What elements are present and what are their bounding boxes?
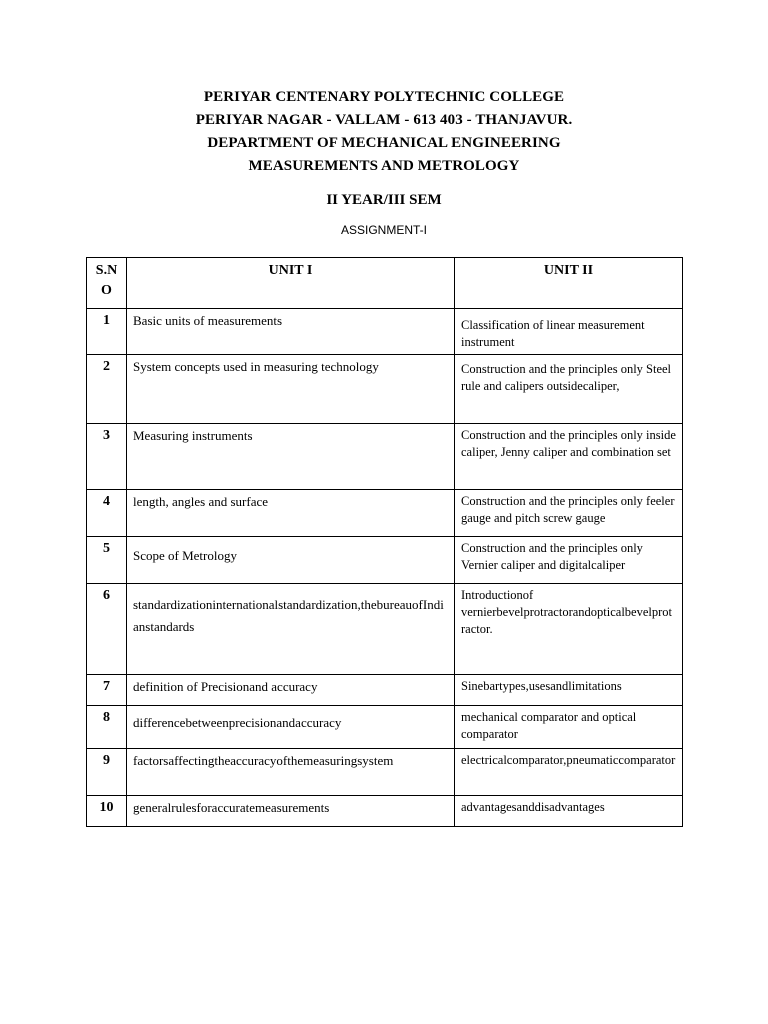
row-sno: 10 [87, 796, 127, 827]
row-sno: 2 [87, 355, 127, 424]
row-unit-2: Introductionof vernierbevelprotractorandopticalbevelprotractor. [455, 584, 683, 675]
table-row [87, 309, 683, 355]
table-row [87, 796, 683, 827]
row-sno: 7 [87, 675, 127, 706]
table-row [87, 706, 683, 749]
row-sno: 3 [87, 424, 127, 490]
row-unit-2: mechanical comparator and optical comparator [455, 706, 683, 749]
header-sno: S.N O [87, 258, 127, 309]
row-unit-1: Measuring instruments [127, 424, 455, 490]
table-row [87, 584, 683, 675]
row-unit-1: generalrulesforaccuratemeasurements [127, 796, 455, 827]
college-address: PERIYAR NAGAR - VALLAM - 613 403 - THANJAVUR. [195, 112, 573, 128]
row-sno: 1 [87, 309, 127, 355]
table-row [87, 490, 683, 537]
table-header-row [87, 258, 683, 309]
row-sno: 9 [87, 749, 127, 796]
subject-title: MEASUREMENTS AND METROLOGY [248, 158, 520, 174]
row-unit-1: standardizationinternationalstandardization,thebureauofIndianstandards [127, 584, 455, 675]
table-row [87, 537, 683, 584]
table-row [87, 749, 683, 796]
row-unit-2: Construction and the principles only inside caliper, Jenny caliper and combination set [455, 424, 683, 490]
row-sno: 5 [87, 537, 127, 584]
row-unit-1: Scope of Metrology [127, 537, 455, 584]
department-name: DEPARTMENT OF MECHANICAL ENGINEERING [207, 135, 561, 151]
college-name: PERIYAR CENTENARY POLYTECHNIC COLLEGE [203, 89, 565, 105]
row-unit-2: electricalcomparator,pneumaticcomparator [455, 749, 683, 796]
row-unit-1: length, angles and surface [127, 490, 455, 537]
row-sno: 8 [87, 706, 127, 749]
assignment-title: ASSIGNMENT-I [340, 223, 427, 237]
row-unit-1: definition of Precisionand accuracy [127, 675, 455, 706]
row-unit-1: System concepts used in measuring technology [127, 355, 455, 424]
header-unit-1: UNIT I [127, 258, 455, 309]
row-unit-1: differencebetweenprecisionandaccuracy [127, 706, 455, 749]
header-unit-2: UNIT II [455, 258, 683, 309]
row-unit-2: Classification of linear measurement instrument [455, 309, 683, 355]
row-unit-2: Construction and the principles only Steel rule and calipers outsidecaliper, [455, 355, 683, 424]
row-unit-2: Construction and the principles only feeler gauge and pitch screw gauge [455, 490, 683, 537]
row-unit-2: Sinebartypes,usesandlimitations [455, 675, 683, 706]
row-sno: 6 [87, 584, 127, 675]
year-semester: II YEAR/III SEM [326, 192, 442, 208]
row-unit-1: factorsaffectingtheaccuracyofthemeasuringsystem [127, 749, 455, 796]
row-unit-1: Basic units of measurements [127, 309, 455, 355]
row-unit-2: advantagesanddisadvantages [455, 796, 683, 827]
table-row [87, 355, 683, 424]
row-unit-2: Construction and the principles only Vernier caliper and digitalcaliper [455, 537, 683, 584]
row-sno: 4 [87, 490, 127, 537]
assignment-table [86, 257, 683, 827]
table-row [87, 675, 683, 706]
document-header [0, 86, 768, 237]
table-row [87, 424, 683, 490]
